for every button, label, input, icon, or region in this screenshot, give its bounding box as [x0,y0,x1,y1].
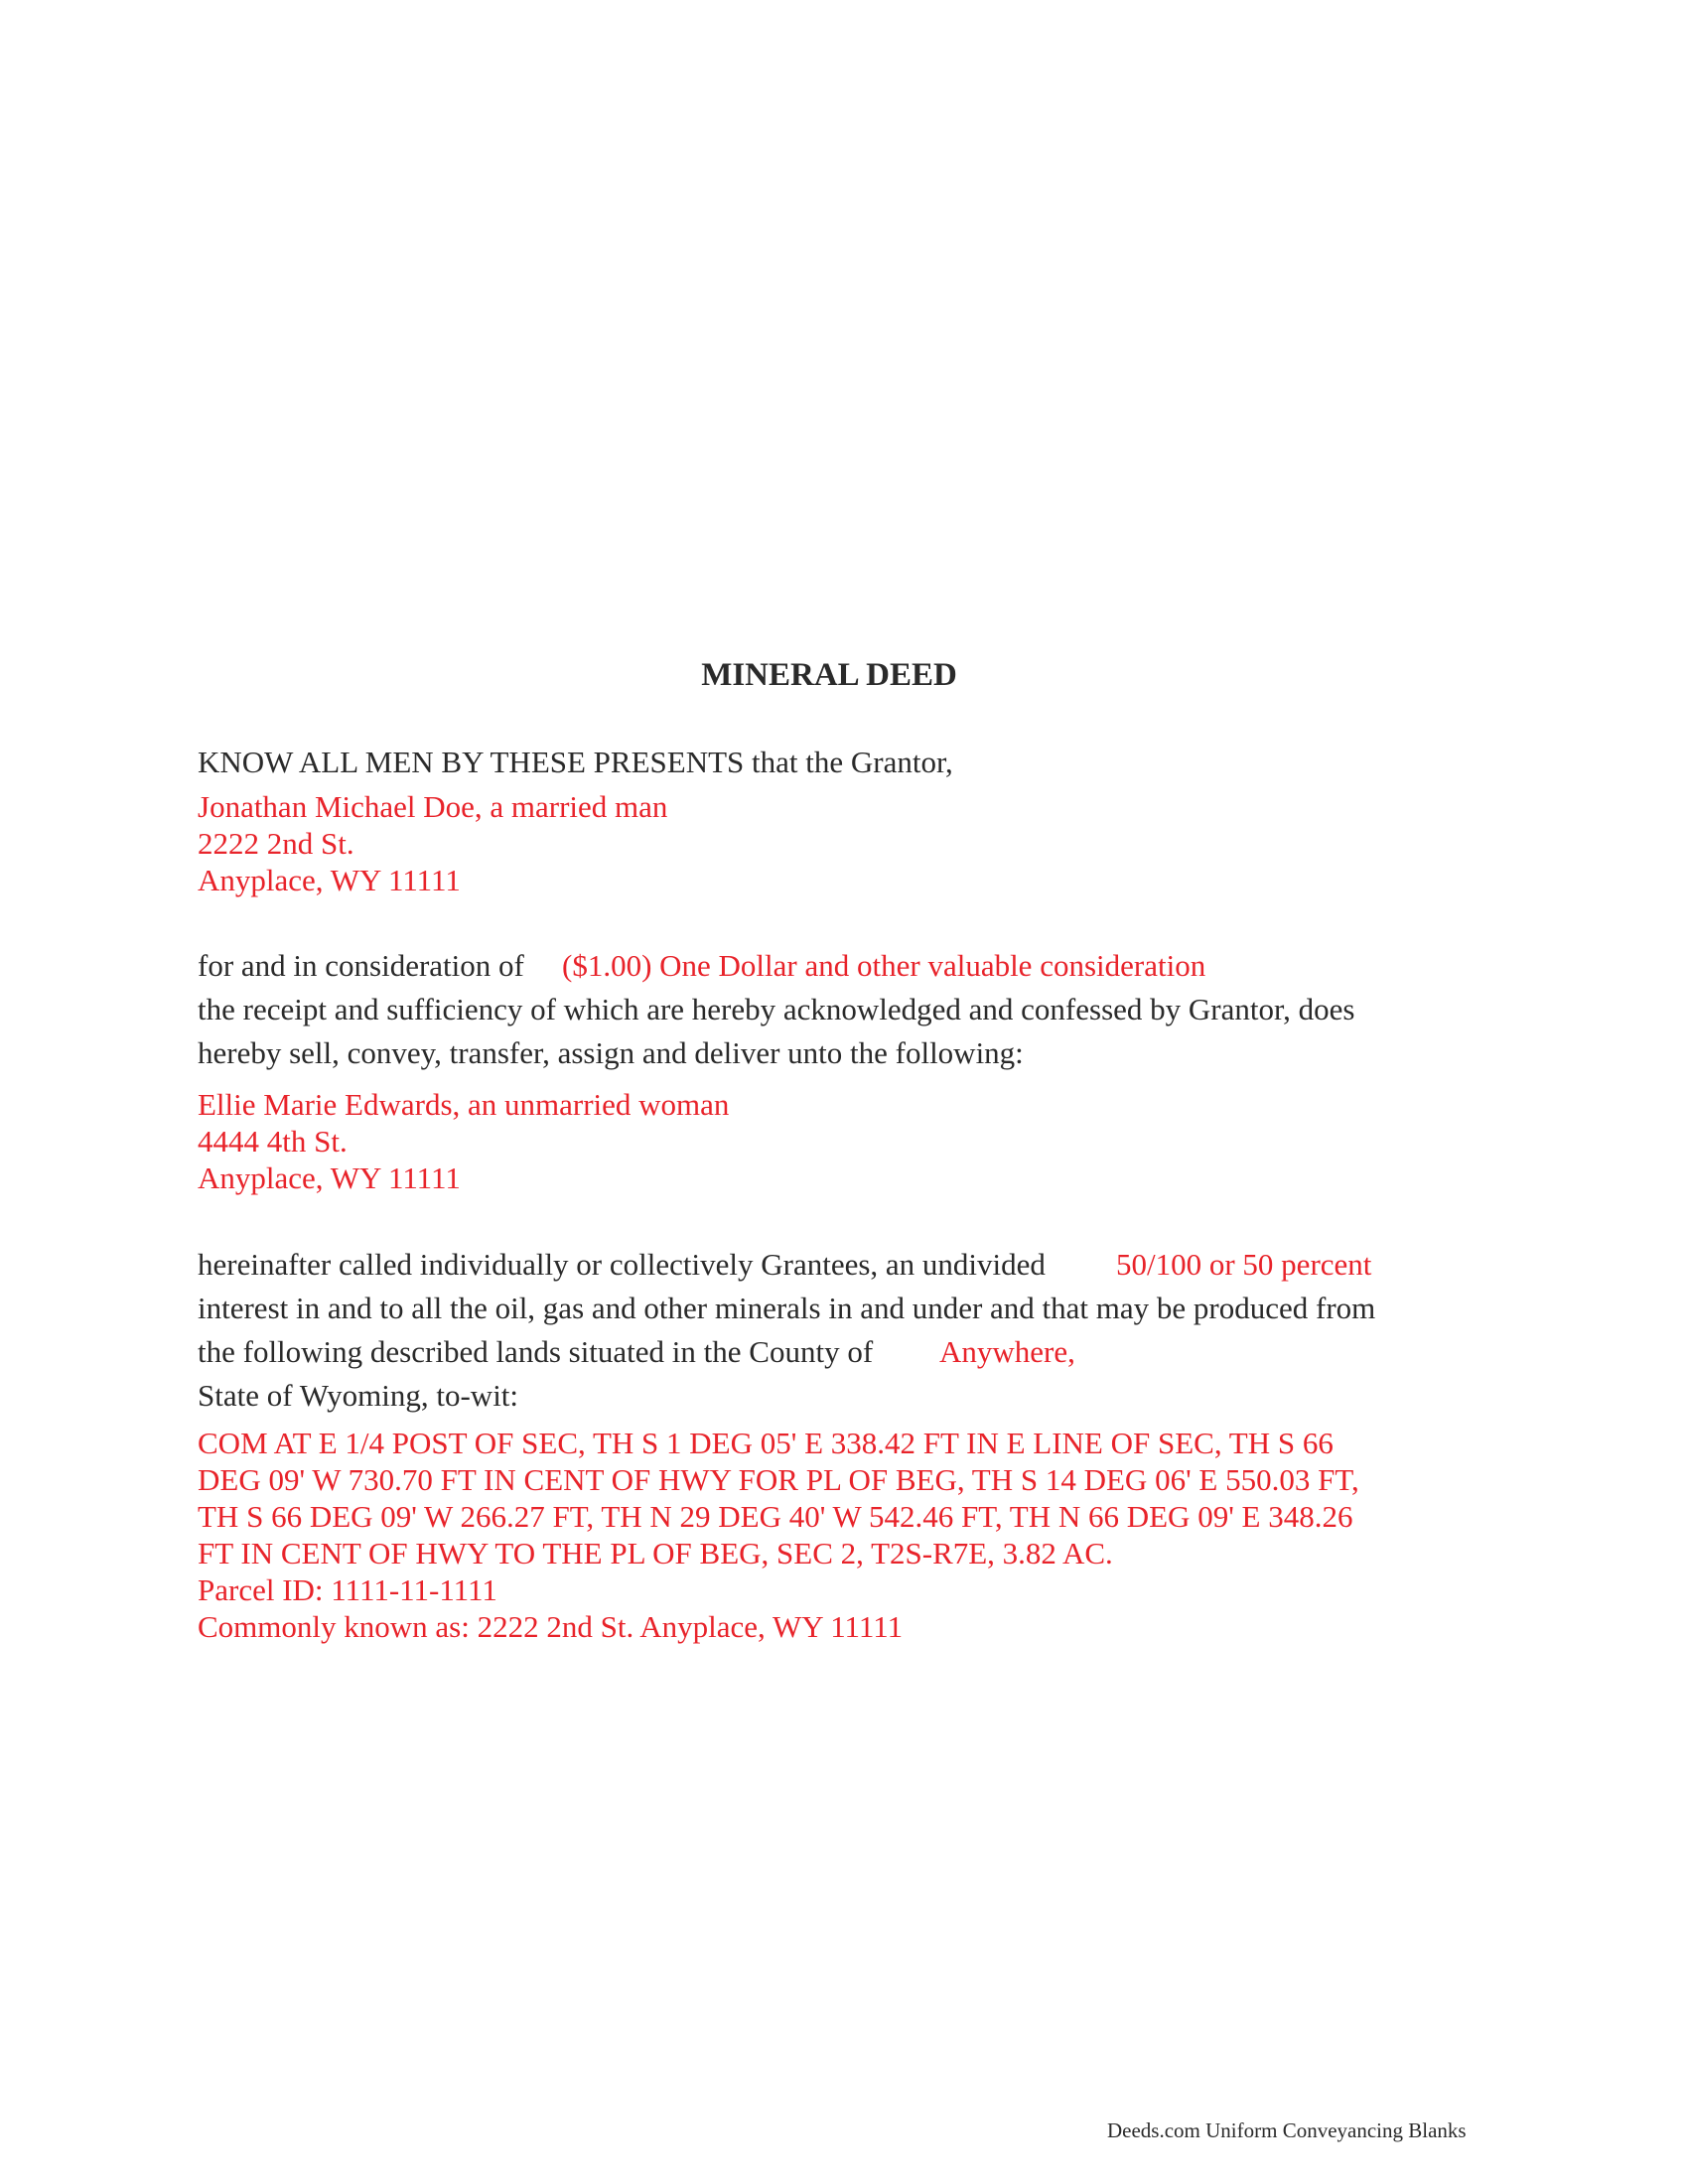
interest-line-2: interest in and to all the oil, gas and other minerals in and under and that may be produced from [198,1291,1376,1325]
grantee-name: Ellie Marie Edwards, an unmarried woman [198,1087,730,1122]
legal-description-line: DEG 09' W 730.70 FT IN CENT OF HWY FOR PL OF BEG, TH S 14 DEG 06' E 550.03 FT, [198,1462,1359,1497]
grantor-name: Jonathan Michael Doe, a married man [198,789,668,824]
receipt-line-1: the receipt and sufficiency of which are hereby acknowledged and confessed by Grantor, does [198,992,1355,1026]
state-line: State of Wyoming, to-wit: [198,1378,519,1413]
legal-description-line: FT IN CENT OF HWY TO THE PL OF BEG, SEC 2, T2S-R7E, 3.82 AC. [198,1536,1113,1570]
county-value: Anywhere, [939,1334,1075,1369]
consideration-prefix: for and in consideration of [198,948,524,983]
intro-line: KNOW ALL MEN BY THESE PRESENTS that the Grantor, [198,745,953,779]
grantor-street: 2222 2nd St. [198,826,354,861]
document-title: MINERAL DEED [701,657,957,693]
interest-prefix: hereinafter called individually or collectively Grantees, an undivided [198,1247,1046,1282]
parcel-id: Parcel ID: 1111-11-1111 [198,1572,497,1607]
grantee-city: Anyplace, WY 11111 [198,1160,461,1195]
consideration-value: ($1.00) One Dollar and other valuable consideration [562,948,1206,983]
page-footer: Deeds.com Uniform Conveyancing Blanks [1107,2118,1467,2142]
grantor-city: Anyplace, WY 11111 [198,863,461,897]
legal-description-line: TH S 66 DEG 09' W 266.27 FT, TH N 29 DEG 40' W 542.46 FT, TH N 66 DEG 09' E 348.26 [198,1499,1353,1534]
common-address: Commonly known as: 2222 2nd St. Anyplace, WY 11111 [198,1609,904,1644]
interest-value: 50/100 or 50 percent [1116,1247,1372,1282]
grantee-street: 4444 4th St. [198,1124,348,1159]
county-prefix: the following described lands situated in the County of [198,1334,874,1369]
receipt-line-2: hereby sell, convey, transfer, assign and deliver unto the following: [198,1035,1024,1070]
legal-description-line: COM AT E 1/4 POST OF SEC, TH S 1 DEG 05' E 338.42 FT IN E LINE OF SEC, TH S 66 [198,1426,1334,1460]
